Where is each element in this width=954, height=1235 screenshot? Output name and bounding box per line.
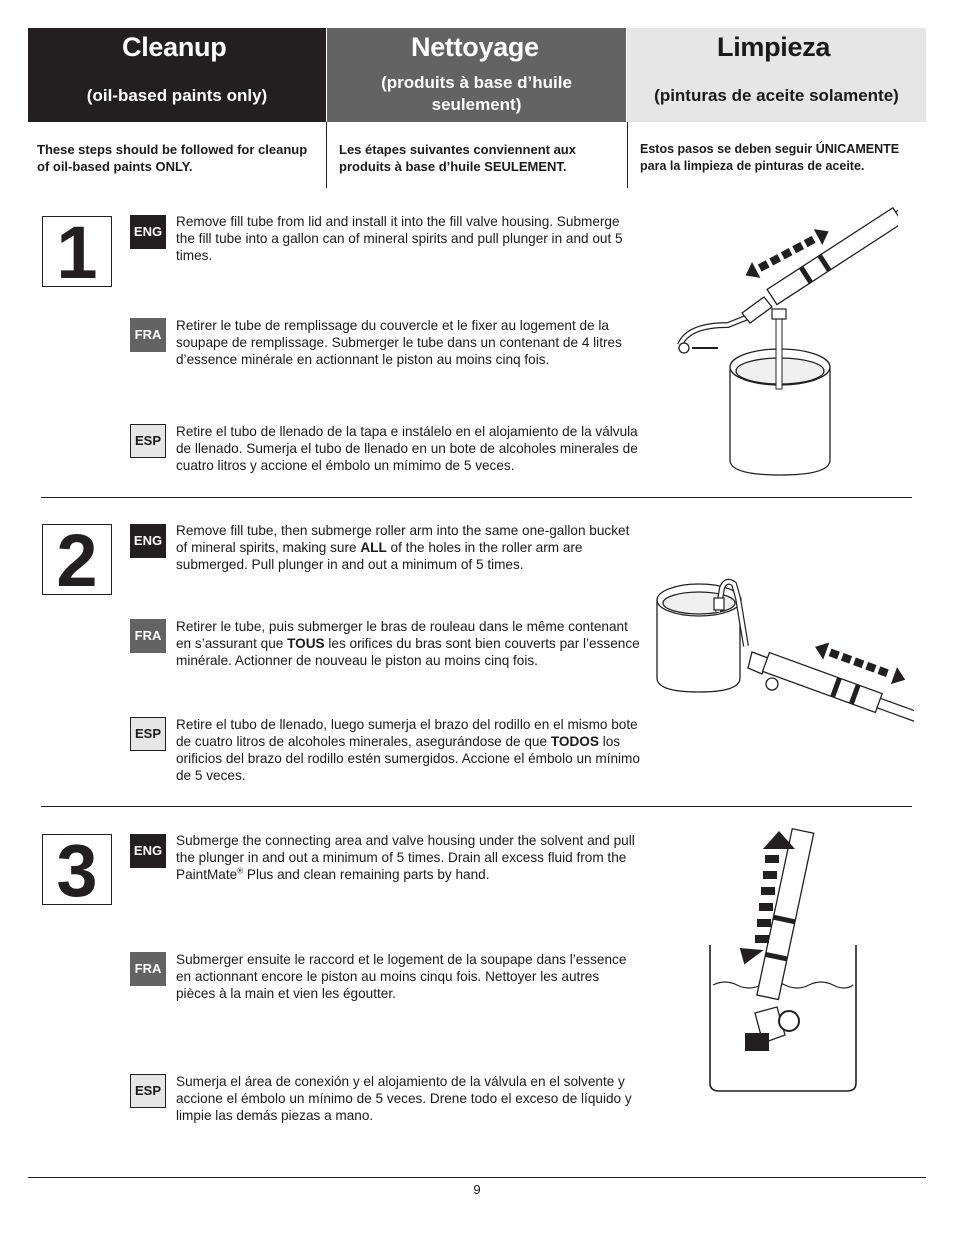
- intro-english: These steps should be followed for cleanup of oil-based paints ONLY.: [37, 142, 308, 174]
- intro-spanish: Estos pasos se deben seguir ÚNICAMENTE para la limpieza de pinturas de aceite.: [640, 142, 900, 173]
- step-number: 1: [42, 216, 112, 287]
- step-text-part: Retire el tubo de llenado, luego sumerja el brazo del rodillo en el mismo bote de cuatro litros de alcoholes minerales, asegurándose de que: [176, 717, 638, 749]
- header-title-english: Cleanup: [122, 32, 227, 62]
- step-1-illustration: [668, 205, 898, 480]
- header-title-french: Nettoyage: [411, 32, 539, 62]
- step-text-part: Retirer le tube, puis submerger le bras de rouleau dans le même contenant en s’assurant que: [176, 619, 628, 651]
- language-badge-esp: ESP: [130, 1074, 166, 1108]
- step-text-spanish: Retire el tubo de llenado de la tapa e instálelo en el alojamiento de la válvula de llenado. Sumerja el tubo de llenado en un bote de alcoholes minerales de cuatro litros y accione el émbolo un mímimo de 5 veces.: [176, 424, 638, 473]
- header-subtitle-english: (oil-based paints only): [86, 86, 268, 105]
- step-2-illustration: [652, 570, 914, 740]
- language-badge-esp: ESP: [130, 424, 166, 458]
- step-divider: [41, 806, 912, 807]
- header-spanish: [627, 28, 926, 122]
- step-number: 3: [42, 834, 112, 905]
- header-subtitle-french: (produits à base d’huile seulement): [381, 73, 572, 114]
- step-text-part: Remove fill tube, then submerge roller arm into the same one-gallon bucket of mineral spirits, making sure: [176, 523, 630, 555]
- column-divider: [627, 122, 628, 188]
- step-text-english: Remove fill tube from lid and install it into the fill valve housing. Submerge the fill tube into a gallon can of mineral spirits and pull plunger in and out 5 times.: [176, 214, 623, 263]
- language-badge-fra: FRA: [130, 619, 166, 653]
- registered-mark: ®: [237, 866, 244, 876]
- language-badge-fra: FRA: [130, 318, 166, 352]
- step-divider: [41, 497, 912, 498]
- language-badge-eng: ENG: [130, 215, 166, 249]
- header-french: [327, 28, 626, 122]
- step-text-english: [176, 522, 641, 573]
- language-badge-eng: ENG: [130, 834, 166, 868]
- header-title-spanish: Limpieza: [717, 32, 831, 62]
- step-text-part: of the holes in the roller arm are submerged. Pull plunger in and out a minimum of 5 times.: [176, 540, 583, 572]
- footer-rule: [28, 1177, 926, 1178]
- step-3-illustration: [705, 825, 865, 1100]
- step-text-french: Submerger ensuite le raccord et le logement de la soupape dans l’essence en actionnant encore le piston au moins cinqu fois. Nettoyer les autres pièces à la main et vien les égoutter.: [176, 952, 627, 1001]
- step-text-part: les orifices du bras sont bien couverts par l’essence minérale. Actionner de nouveau le piston au moins cinq fois.: [176, 636, 640, 668]
- step-text-spanish: Sumerja el área de conexión y el alojamiento de la válvula en el solvente y accione el émbolo un mínimo de 5 veces. Drene todo el exceso de líquido y limpie las demás piezas a mano.: [176, 1074, 632, 1123]
- step-text-french: Retirer le tube de remplissage du couvercle et le fixer au logement de la soupape de remplissage. Submerger le tube dans un contenant de 4 litres d’essence minérale en actionnant le piston au moins cinq fois.: [176, 318, 622, 367]
- language-badge-esp: ESP: [130, 717, 166, 751]
- step-text-emphasis: TODOS: [550, 734, 599, 749]
- step-text-english: [176, 832, 641, 883]
- step-text-part: Submerge the connecting area and valve housing under the solvent and pull the plunger in and out a minimum of 5 times. Drain all excess fluid from the PaintMate: [176, 833, 635, 882]
- intro-french: Les étapes suivantes conviennent aux produits à base d’huile SEULEMENT.: [339, 142, 576, 174]
- step-text-part: los orificios del brazo del rodillo estén sumergidos. Accione el émbolo un mínimo de 5 veces.: [176, 734, 640, 783]
- step-text-part: Plus and clean remaining parts by hand.: [243, 867, 490, 882]
- header-english: [28, 28, 326, 122]
- language-badge-eng: ENG: [130, 524, 166, 558]
- step-number: 2: [42, 524, 112, 595]
- column-divider: [326, 122, 327, 188]
- step-text-emphasis: ALL: [360, 540, 387, 555]
- step-text-spanish: [176, 716, 641, 784]
- step-text-french: [176, 618, 641, 669]
- header-subtitle-spanish: (pinturas de aceite solamente): [654, 86, 899, 105]
- language-badge-fra: FRA: [130, 952, 166, 986]
- step-text-emphasis: TOUS: [287, 636, 325, 651]
- page-number: 9: [473, 1182, 481, 1197]
